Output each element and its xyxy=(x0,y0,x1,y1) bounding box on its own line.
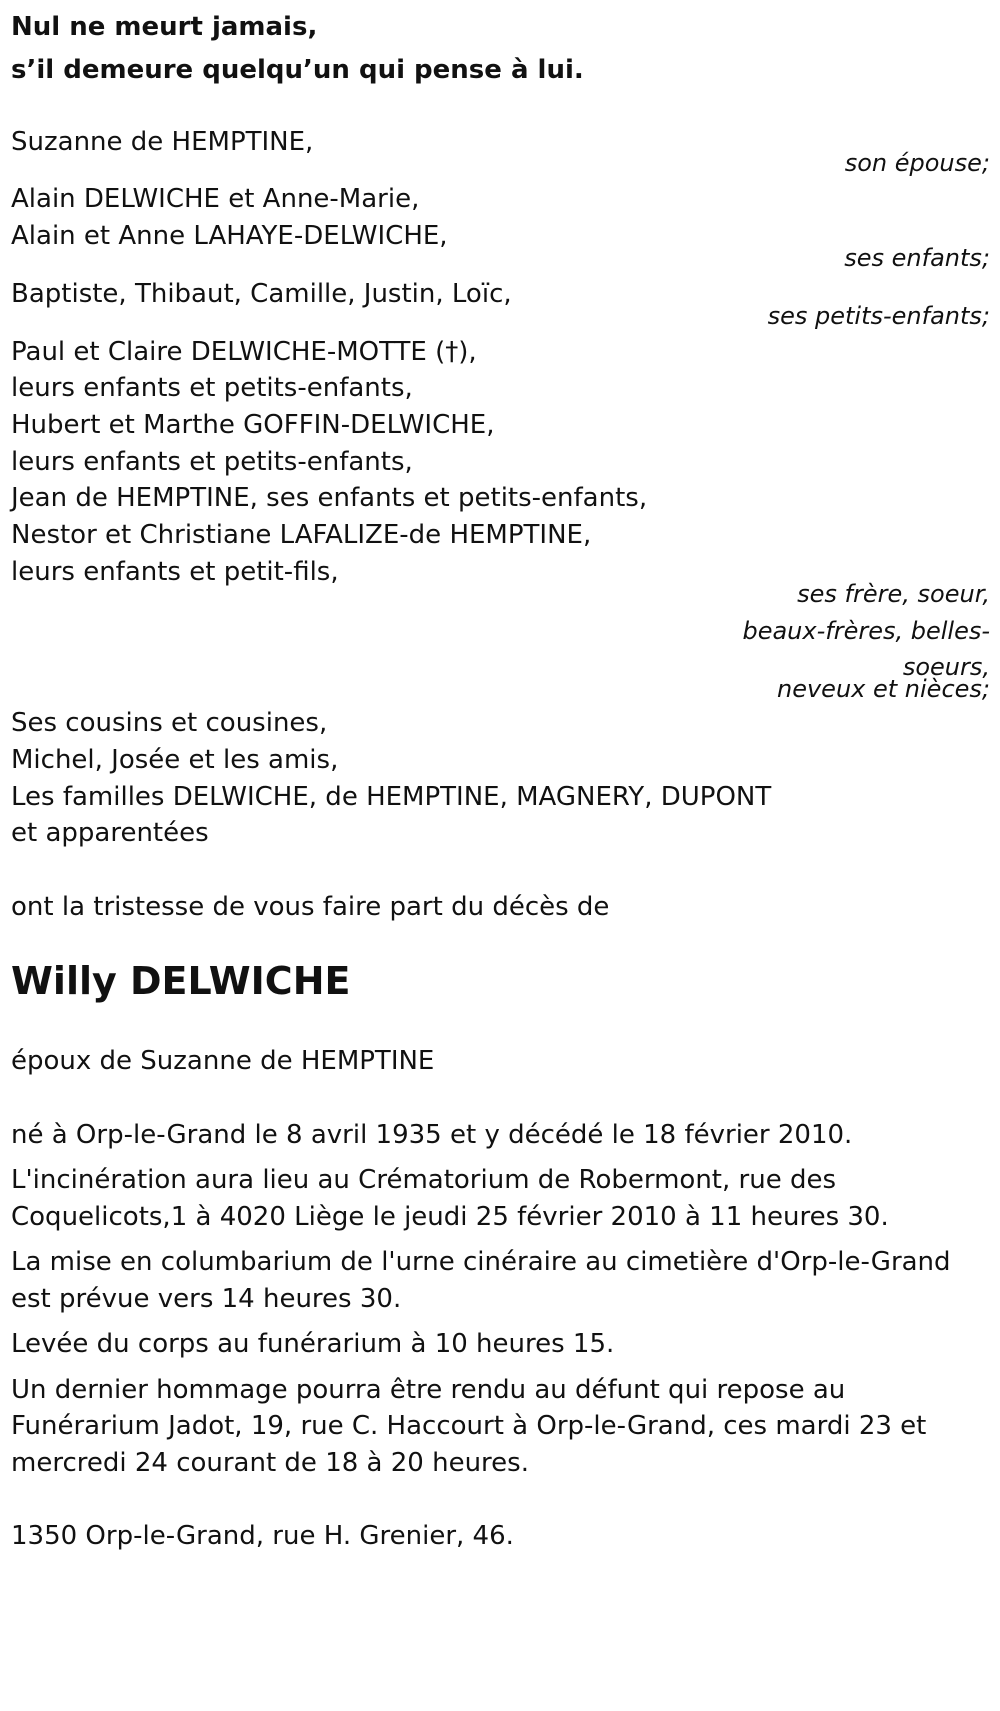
family-line: et apparentées xyxy=(11,818,209,848)
detail-line: Coquelicots,1 à 4020 Liège le jeudi 25 février 2010 à 11 heures 30. xyxy=(11,1202,889,1232)
family-line: Nestor et Christiane LAFALIZE-de HEMPTINE, xyxy=(11,520,592,550)
detail-line: est prévue vers 14 heures 30. xyxy=(11,1284,402,1314)
detail-line: La mise en columbarium de l'urne cinéraire au cimetière d'Orp-le-Grand xyxy=(11,1247,951,1277)
family-line: Ses cousins et cousines, xyxy=(11,708,328,738)
detail-line: L'incinération aura lieu au Crématorium de Robermont, rue des xyxy=(11,1165,837,1195)
family-line: Alain DELWICHE et Anne-Marie, xyxy=(11,184,420,214)
family-line: leurs enfants et petits-enfants, xyxy=(11,373,413,403)
detail-line: né à Orp-le-Grand le 8 avril 1935 et y décédé le 18 février 2010. xyxy=(11,1120,853,1150)
relation-label: ses enfants; xyxy=(844,244,990,272)
family-line: Hubert et Marthe GOFFIN-DELWICHE, xyxy=(11,410,495,440)
family-line: Paul et Claire DELWICHE-MOTTE (†), xyxy=(11,337,477,367)
detail-line: Funérarium Jadot, 19, rue C. Haccourt à Orp-le-Grand, ces mardi 23 et xyxy=(11,1411,927,1441)
relation-label: ses petits-enfants; xyxy=(767,302,990,330)
family-line: leurs enfants et petit-fils, xyxy=(11,557,339,587)
detail-line: Un dernier hommage pourra être rendu au défunt qui repose au xyxy=(11,1375,846,1405)
relation-label: son épouse; xyxy=(844,149,990,177)
deceased-name: Willy DELWICHE xyxy=(11,959,351,1003)
family-line: Suzanne de HEMPTINE, xyxy=(11,127,314,157)
family-line: Alain et Anne LAHAYE-DELWICHE, xyxy=(11,221,448,251)
family-line: Michel, Josée et les amis, xyxy=(11,745,339,775)
detail-line: Levée du corps au funérarium à 10 heures 15. xyxy=(11,1329,615,1359)
family-line: Jean de HEMPTINE, ses enfants et petits-enfants, xyxy=(11,483,648,513)
epigraph-line: s’il demeure quelqu’un qui pense à lui. xyxy=(11,55,584,85)
relation-label: ses frère, soeur, xyxy=(797,580,990,608)
relation-label: beaux-frères, belles- xyxy=(742,617,990,645)
relation-label: soeurs, xyxy=(902,653,990,681)
family-line: Les familles DELWICHE, de HEMPTINE, MAGNERY, DUPONT xyxy=(11,782,772,812)
deceased-spouse: époux de Suzanne de HEMPTINE xyxy=(11,1046,435,1076)
address: 1350 Orp-le-Grand, rue H. Grenier, 46. xyxy=(11,1521,514,1551)
detail-line: mercredi 24 courant de 18 à 20 heures. xyxy=(11,1448,529,1478)
family-line: Baptiste, Thibaut, Camille, Justin, Loïc, xyxy=(11,279,512,309)
relation-label: neveux et nièces; xyxy=(777,675,990,703)
epigraph-line: Nul ne meurt jamais, xyxy=(11,12,318,42)
announcement: ont la tristesse de vous faire part du décès de xyxy=(11,892,610,922)
family-line: leurs enfants et petits-enfants, xyxy=(11,447,413,477)
